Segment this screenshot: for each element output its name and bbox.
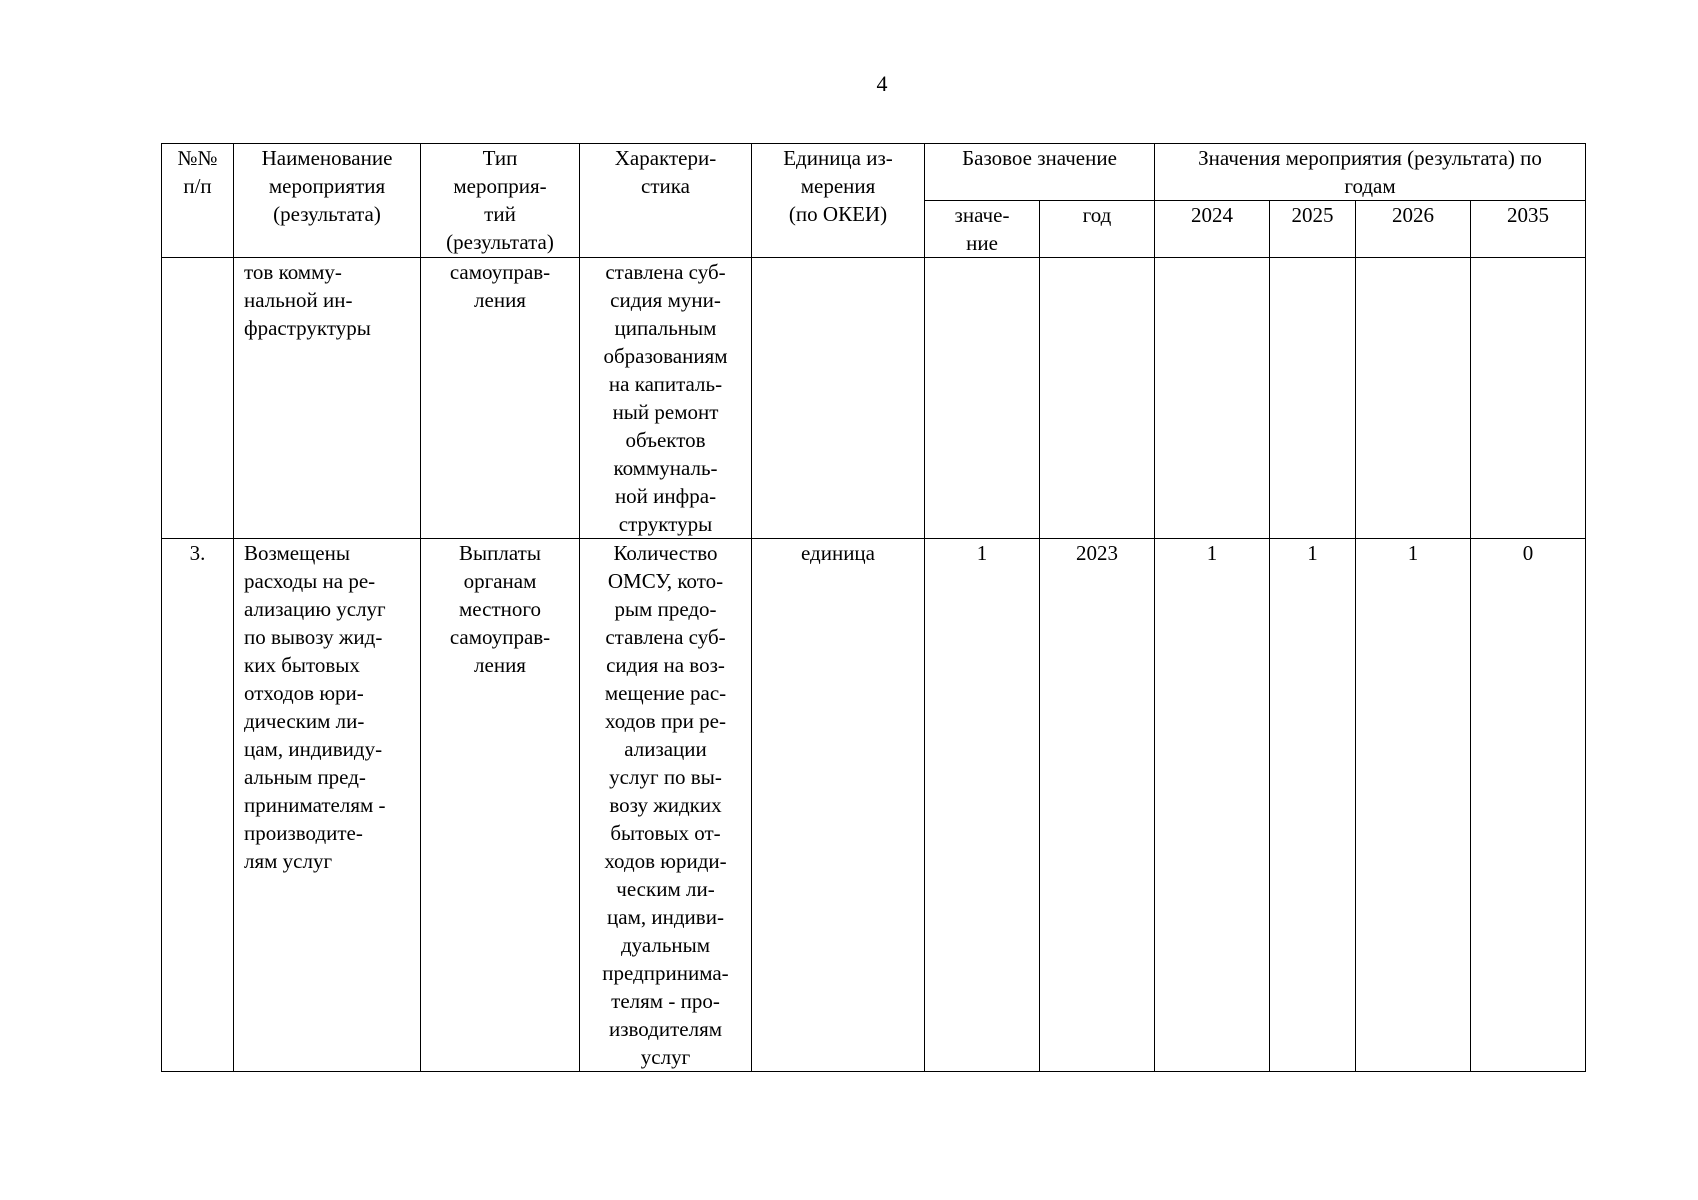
header-year-2024: 2024	[1155, 201, 1270, 258]
cell-unit	[752, 258, 925, 539]
header-year-2026: 2026	[1356, 201, 1471, 258]
measures-table	[161, 143, 1586, 1072]
cell-year-2026	[1356, 258, 1471, 539]
header-base: Базовое значение	[925, 144, 1155, 201]
cell-characteristic: Количество ОМСУ, кото- рым предо- ставлена суб- сидия на воз- мещение рас- ходов при ре- ализации услуг по вы- возу жидких бытовых от- ходов юриди- ческим ли- цам, индиви- дуальным предпринима- телям - про- изводителям услуг	[580, 539, 752, 1072]
header-type: Тип мероприя- тий (результата)	[421, 144, 580, 258]
cell-year-2035: 0	[1471, 539, 1586, 1072]
table-row	[162, 539, 1586, 1072]
cell-year-2024	[1155, 258, 1270, 539]
header-name: Наименование мероприятия (результата)	[234, 144, 421, 258]
cell-type: Выплаты органам местного самоуправ- ления	[421, 539, 580, 1072]
cell-year-2024: 1	[1155, 539, 1270, 1072]
table-row	[162, 258, 1586, 539]
cell-characteristic: ставлена суб- сидия муни- ципальным образованиям на капиталь- ный ремонт объектов коммуналь- ной инфра- структуры	[580, 258, 752, 539]
header-num: №№ п/п	[162, 144, 234, 258]
cell-unit: единица	[752, 539, 925, 1072]
table-header-row	[162, 144, 1586, 201]
cell-num: 3.	[162, 539, 234, 1072]
header-base-year: год	[1040, 201, 1155, 258]
cell-year-2025	[1270, 258, 1356, 539]
cell-base-year	[1040, 258, 1155, 539]
cell-num	[162, 258, 234, 539]
header-year-2025: 2025	[1270, 201, 1356, 258]
cell-year-2026: 1	[1356, 539, 1471, 1072]
header-values-by-year: Значения мероприятия (результата) по годам	[1155, 144, 1586, 201]
cell-name: Возмещены расходы на ре- ализацию услуг по вывозу жид- ких бытовых отходов юри- дическим ли- цам, индивиду- альным пред- принимателям - производите- лям услуг	[234, 539, 421, 1072]
cell-name: тов комму- нальной ин- фраструктуры	[234, 258, 421, 539]
header-year-2035: 2035	[1471, 201, 1586, 258]
cell-year-2025: 1	[1270, 539, 1356, 1072]
cell-year-2035	[1471, 258, 1586, 539]
page-number: 4	[876, 71, 888, 96]
cell-base-value: 1	[925, 539, 1040, 1072]
header-characteristic: Характери- стика	[580, 144, 752, 258]
cell-base-value	[925, 258, 1040, 539]
header-unit: Единица из- мерения (по ОКЕИ)	[752, 144, 925, 258]
cell-base-year: 2023	[1040, 539, 1155, 1072]
cell-type: самоуправ- ления	[421, 258, 580, 539]
header-base-value: значе- ние	[925, 201, 1040, 258]
